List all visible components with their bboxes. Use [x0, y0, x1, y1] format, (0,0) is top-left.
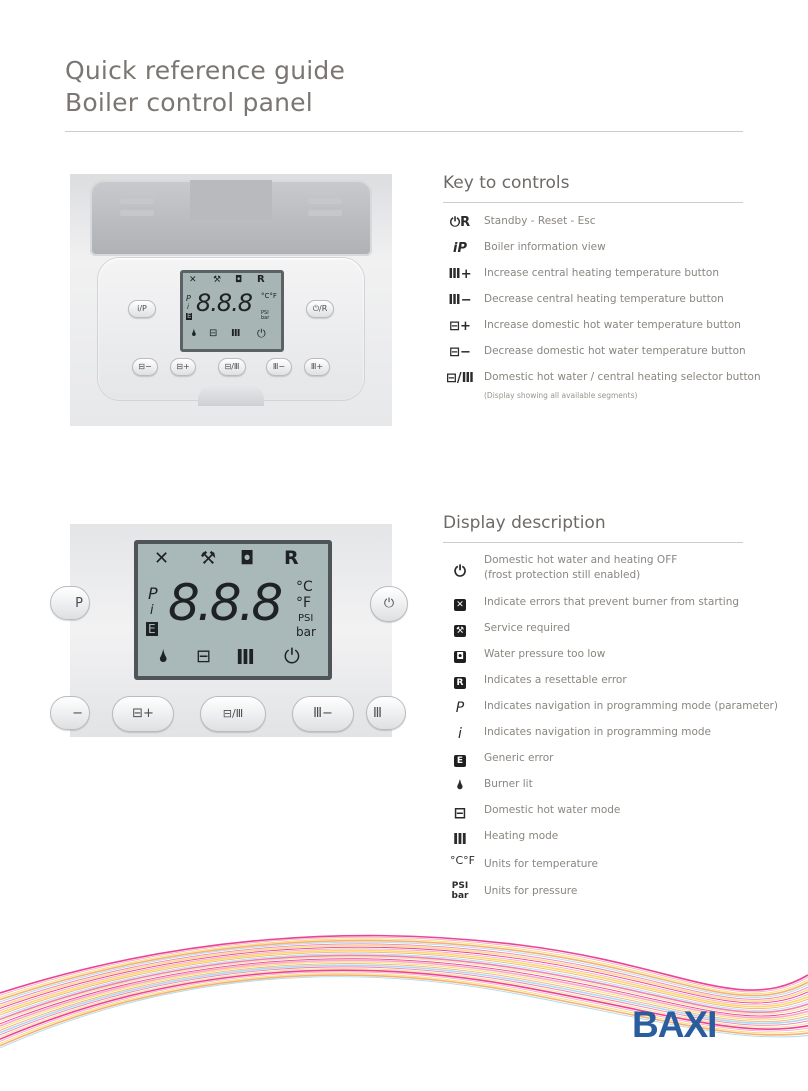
display-item-label: Units for pressure — [484, 885, 578, 897]
info-button-partial[interactable]: P — [50, 586, 90, 620]
power-reset-button[interactable]: ⏻/R — [306, 300, 334, 318]
hot-water-heating-selector-icon: ⊟/Ⅲ — [446, 371, 474, 386]
lcd-E: E — [148, 622, 156, 636]
display-item-sublabel: (frost protection still enabled) — [484, 569, 641, 581]
radiator-icon: Ⅲ — [236, 645, 255, 669]
lcd-celsius: °C — [296, 579, 313, 595]
display-item-label: Heating mode — [484, 830, 559, 842]
control-item-label: Boiler information view — [484, 241, 606, 253]
control-item-label: Decrease domestic hot water temperature button — [484, 345, 746, 357]
ch-decrease-button[interactable]: Ⅲ− — [292, 696, 354, 732]
flame-icon: 🌢 — [456, 778, 464, 793]
standby-reset-icon: ⏻R — [449, 215, 471, 230]
lcd-temp-units: °C°F — [261, 292, 277, 300]
display-item-label: Domestic hot water mode — [484, 804, 621, 816]
dhw-increase-button[interactable]: ⊟+ — [112, 696, 174, 732]
lcd-display-small — [180, 270, 284, 352]
lcd-psi: PSI — [298, 613, 314, 624]
lcd-E: E — [187, 312, 192, 320]
title-line-2: Boiler control panel — [65, 88, 313, 117]
power-icon: ⏻ — [257, 327, 266, 340]
page-title — [65, 55, 345, 119]
dhw-ch-selector-button[interactable]: ⊟/Ⅲ — [200, 696, 266, 732]
reset-r-icon: R — [454, 677, 466, 689]
water-pressure-icon: ◘ — [235, 275, 243, 285]
display-item-label: Service required — [484, 622, 571, 634]
decorative-waves — [0, 915, 808, 1091]
dhw-decrease-button-partial[interactable]: − — [50, 696, 90, 730]
heating-decrease-icon: Ⅲ− — [448, 293, 472, 308]
display-item-label: Units for temperature — [484, 858, 598, 870]
display-description-divider — [443, 542, 743, 543]
lid-slot — [120, 198, 154, 204]
control-item-label: Decrease central heating temperature button — [484, 293, 724, 305]
temperature-units-icon: °C°F — [450, 854, 476, 867]
heating-increase-icon: Ⅲ+ — [448, 267, 472, 282]
power-button[interactable]: ⏻ — [370, 586, 408, 622]
radiator-icon: Ⅲ — [231, 328, 241, 339]
tap-icon: ⊟ — [196, 646, 212, 667]
ch-decrease-button[interactable]: Ⅲ− — [266, 358, 292, 376]
wrench-icon: ⚒ — [455, 626, 465, 636]
burner-error-icon: ✕ — [154, 548, 170, 569]
display-description-heading: Display description — [443, 513, 606, 533]
flame-icon: 🌢 — [158, 646, 169, 667]
hot-water-decrease-icon: ⊟− — [449, 345, 471, 360]
power-icon: ⏻ — [284, 644, 300, 668]
lcd-R: R — [284, 547, 299, 569]
lcd-digits: 8.8.8 — [196, 289, 253, 317]
display-item-label: Indicates navigation in programming mode — [484, 726, 712, 738]
lcd-P: P — [186, 294, 191, 303]
lid-slot — [308, 198, 342, 204]
ch-increase-button-partial[interactable]: Ⅲ — [366, 696, 406, 730]
control-item-label: Standby - Reset - Esc — [484, 215, 596, 227]
lcd-digits: 8.8.8 — [168, 574, 281, 632]
panel-lid — [90, 180, 372, 256]
hot-water-increase-icon: ⊟+ — [449, 319, 471, 334]
title-divider — [65, 131, 743, 132]
wrench-icon: ⚒ — [200, 548, 217, 569]
info-i-icon: i — [458, 726, 462, 742]
title-line-1: Quick reference guide — [65, 56, 346, 85]
tap-icon: ⊟ — [209, 328, 218, 339]
ch-increase-button[interactable]: Ⅲ+ — [304, 358, 330, 376]
power-off-icon: ⏻ — [454, 562, 466, 580]
dhw-ch-selector-button[interactable]: ⊟/Ⅲ — [218, 358, 246, 376]
info-button[interactable]: i/P — [128, 300, 156, 318]
pressure-units-icon: PSI bar — [451, 881, 469, 901]
display-closeup-photo — [70, 524, 395, 737]
generic-error-e-icon: E — [454, 755, 466, 767]
water-pressure-icon: ◘ — [240, 548, 255, 569]
key-to-controls-heading: Key to controls — [443, 173, 570, 193]
tap-icon: ⊟ — [453, 804, 467, 822]
control-item-label: Increase domestic hot water temperature button — [484, 319, 741, 331]
control-item-label: Domestic hot water / central heating selector button — [484, 371, 761, 383]
burner-error-icon: ✕ — [454, 599, 466, 611]
lcd-R: R — [257, 274, 265, 285]
lid-slot — [308, 210, 342, 216]
display-item-label: Burner lit — [484, 778, 533, 790]
display-note: (Display showing all available segments) — [484, 391, 638, 400]
info-view-icon: iP — [453, 241, 467, 256]
lcd-fahrenheit: °F — [296, 595, 312, 611]
dhw-decrease-button[interactable]: ⊟− — [132, 358, 158, 376]
panel-latch — [198, 384, 264, 406]
key-to-controls-divider — [443, 202, 743, 203]
baxi-logo: BAXI — [632, 1004, 717, 1045]
lcd-display-large — [134, 540, 332, 680]
lcd-P: P — [148, 584, 158, 603]
display-item-label: Indicates navigation in programming mode (parameter) — [484, 700, 778, 712]
dhw-increase-button[interactable]: ⊟+ — [170, 358, 196, 376]
lcd-pressure-units: PSI bar — [261, 310, 270, 321]
display-item-label: Domestic hot water and heating OFF — [484, 554, 678, 566]
display-item-label: Indicate errors that prevent burner from starting — [484, 596, 740, 608]
display-item-label: Indicates a resettable error — [484, 674, 627, 686]
control-panel-photo — [70, 174, 392, 426]
wrench-icon: ⚒ — [213, 275, 222, 285]
display-item-label: Generic error — [484, 752, 554, 764]
lcd-i: i — [187, 303, 189, 311]
lcd-bar: bar — [296, 625, 316, 639]
display-item-label: Water pressure too low — [484, 648, 606, 660]
parameter-p-icon: P — [455, 700, 465, 716]
water-pressure-icon: ◘ — [454, 651, 466, 663]
flame-icon: 🌢 — [191, 328, 197, 339]
burner-error-icon: ✕ — [189, 275, 197, 285]
lid-window — [190, 180, 272, 220]
radiator-icon: Ⅲ — [452, 830, 468, 848]
lid-slot — [120, 210, 154, 216]
lcd-i: i — [150, 603, 154, 618]
control-item-label: Increase central heating temperature button — [484, 267, 719, 279]
